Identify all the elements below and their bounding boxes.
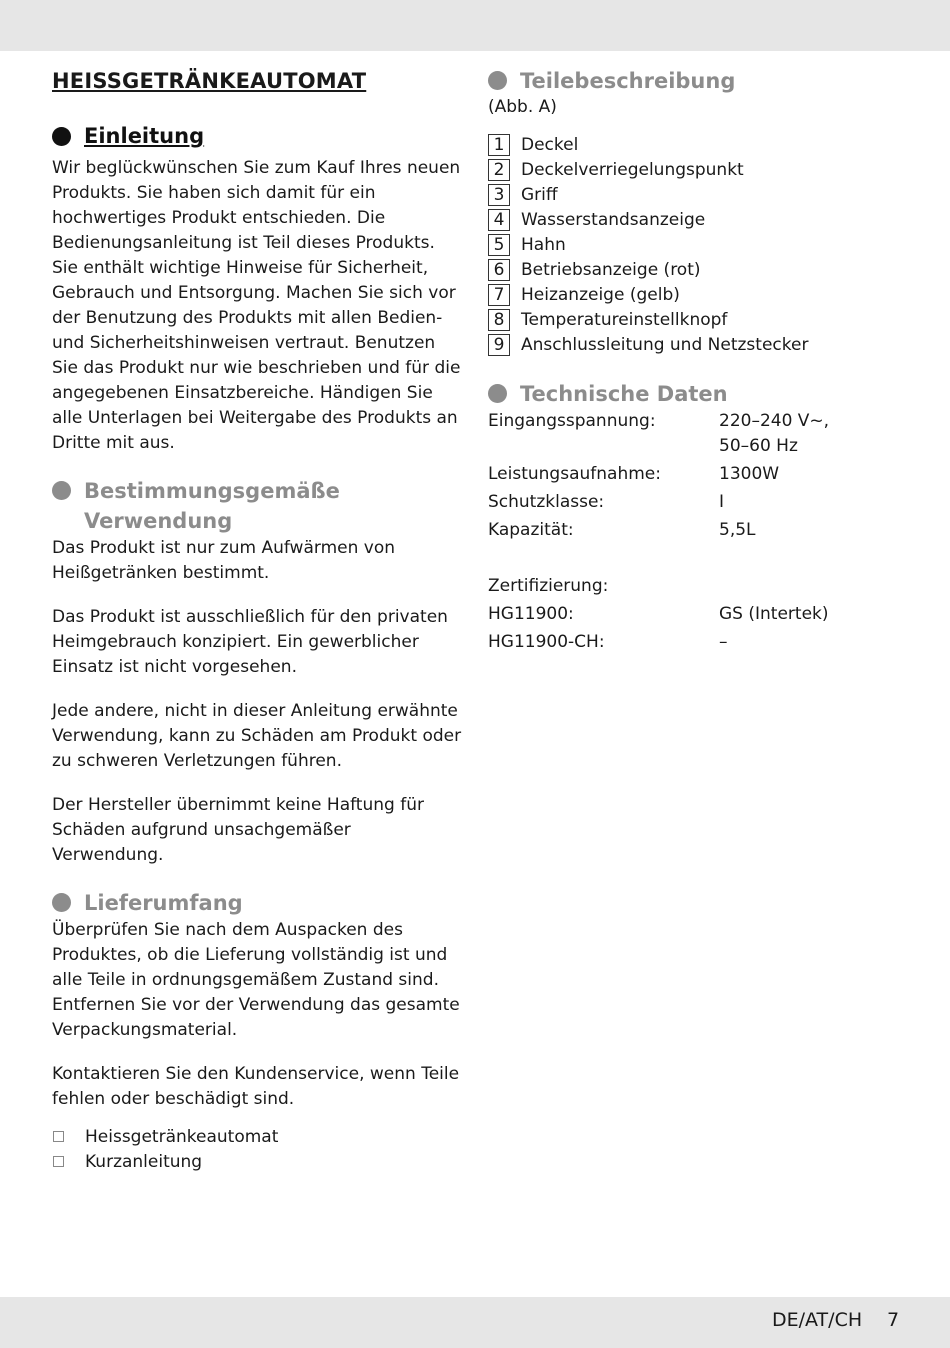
spec-value-line-1: 220–240 V~, [719, 411, 830, 431]
delivery-checklist [52, 1124, 462, 1174]
checkbox-icon [53, 1156, 64, 1167]
part-number: 5 [488, 234, 510, 256]
part-number: 7 [488, 284, 510, 306]
bullet-icon [52, 127, 71, 146]
part-number: 2 [488, 159, 510, 181]
bestimmung-paragraph-2: Das Produkt ist ausschließlich für den privaten Heimgebrauch konzipiert. Ein gewerblicher Einsatz ist nicht vorgesehen. [52, 607, 448, 677]
part-number: 9 [488, 334, 510, 356]
list-item [488, 207, 908, 232]
right-column [488, 66, 908, 658]
heading-line-2: Verwendung [84, 509, 233, 533]
lieferumfang-paragraph-1: Überprüfen Sie nach dem Auspacken des Produktes, ob die Lieferung vollständig ist und alle Teile in ordnungsgemäßem Zustand sind. Entfernen Sie vor der Verwendung das gesamte Verpackungsmaterial. [52, 920, 460, 1040]
list-item-label: Heissgetränkeautomat [85, 1126, 279, 1147]
bestimmung-paragraph-4: Der Hersteller übernimmt keine Haftung für Schäden aufgrund unsachgemäßer Verwendung. [52, 795, 424, 865]
heading-text: Technische Daten [520, 382, 728, 406]
heading-text: Lieferumfang [84, 891, 243, 915]
list-item-label: Kurzanleitung [85, 1151, 203, 1172]
part-label: Griff [521, 184, 558, 205]
heading-line-1: Bestimmungsgemäße [84, 479, 340, 503]
header-band [0, 0, 950, 51]
spec-key: Eingangsspannung: [488, 411, 656, 431]
spec-row [488, 574, 908, 602]
spec-key: HG11900-CH: [488, 632, 605, 652]
spec-row [488, 602, 908, 630]
heading-text: Teilebeschreibung [520, 69, 736, 93]
left-column [52, 66, 462, 1174]
section-heading-teile [488, 66, 908, 96]
list-item [52, 1149, 462, 1174]
spec-value [719, 409, 829, 459]
spec-value: – [719, 632, 728, 652]
einleitung-text: Wir beglückwünschen Sie zum Kauf Ihres neuen Produkts. Sie haben sich damit für ein hochwertiges Produkt entschieden. Die Bedienungsanleitung ist Teil dieses Produkts. Sie enthält wichtige Hinweise für Sicherheit, Gebrauch und Entsorgung. Machen Sie sich vor der Benutzung des Produkts mit allen Bedien- und Sicherheitshinweisen vertraut. Benutzen Sie das Produkt nur wie beschrieben und für die angegebenen Einsatzbereiche. Händigen Sie alle Unterlagen bei Weitergabe des Produkts an Dritte mit aus. [52, 158, 461, 453]
spec-value: 1300W [719, 464, 780, 484]
footer-locale: DE/AT/CH [772, 1309, 863, 1331]
spec-key: HG11900: [488, 604, 574, 624]
list-item [488, 332, 908, 357]
list-item [488, 307, 908, 332]
heading-text: Einleitung [84, 124, 205, 148]
spec-row [488, 462, 908, 490]
part-label: Betriebsanzeige (rot) [521, 259, 701, 280]
spec-row [488, 518, 908, 574]
spec-key: Schutzklasse: [488, 492, 605, 512]
spec-row [488, 630, 908, 658]
spec-key: Kapazität: [488, 520, 574, 540]
part-label: Hahn [521, 234, 566, 255]
section-heading-technik [488, 379, 908, 409]
list-item [488, 257, 908, 282]
part-label: Deckel [521, 134, 579, 155]
part-number: 8 [488, 309, 510, 331]
page-number: 7 [887, 1309, 900, 1331]
list-item [488, 282, 908, 307]
part-label: Wasserstandsanzeige [521, 209, 706, 230]
part-label: Anschlussleitung und Netzstecker [521, 334, 809, 355]
bullet-icon [488, 71, 507, 90]
list-item [488, 132, 908, 157]
spec-key: Zertifizierung: [488, 576, 609, 596]
part-number: 1 [488, 134, 510, 156]
list-item [488, 157, 908, 182]
bullet-icon [52, 481, 71, 500]
spec-value-line-2: 50–60 Hz [719, 436, 798, 456]
spec-value: I [719, 492, 725, 512]
part-label: Temperatureinstellknopf [521, 309, 728, 330]
spec-row [488, 409, 908, 462]
spec-value: GS (Intertek) [719, 604, 829, 624]
part-label: Deckelverriegelungspunkt [521, 159, 744, 180]
list-item [488, 182, 908, 207]
spec-table [488, 409, 908, 658]
section-heading-lieferumfang [52, 888, 462, 918]
spec-key: Leistungsaufnahme: [488, 464, 661, 484]
figure-reference: (Abb. A) [488, 97, 557, 117]
part-number: 3 [488, 184, 510, 206]
lieferumfang-paragraph-2: Kontaktieren Sie den Kundenservice, wenn Teile fehlen oder beschädigt sind. [52, 1064, 460, 1109]
bullet-icon [488, 384, 507, 403]
document-title: HEISSGETRÄNKEAUTOMAT [52, 69, 367, 93]
bullet-icon [52, 893, 71, 912]
part-number: 6 [488, 259, 510, 281]
section-heading-bestimmung [52, 476, 462, 536]
checkbox-icon [53, 1131, 64, 1142]
bestimmung-paragraph-3: Jede andere, nicht in dieser Anleitung erwähnte Verwendung, kann zu Schäden am Produkt oder zu schweren Verletzungen führen. [52, 701, 462, 771]
list-item [488, 232, 908, 257]
part-number: 4 [488, 209, 510, 231]
parts-list [488, 132, 908, 357]
spec-value: 5,5L [719, 520, 756, 540]
spec-row [488, 490, 908, 518]
list-item [52, 1124, 462, 1149]
section-heading-einleitung [52, 122, 462, 150]
part-label: Heizanzeige (gelb) [521, 284, 680, 305]
bestimmung-paragraph-1: Das Produkt ist nur zum Aufwärmen von Heißgetränken bestimmt. [52, 538, 396, 583]
